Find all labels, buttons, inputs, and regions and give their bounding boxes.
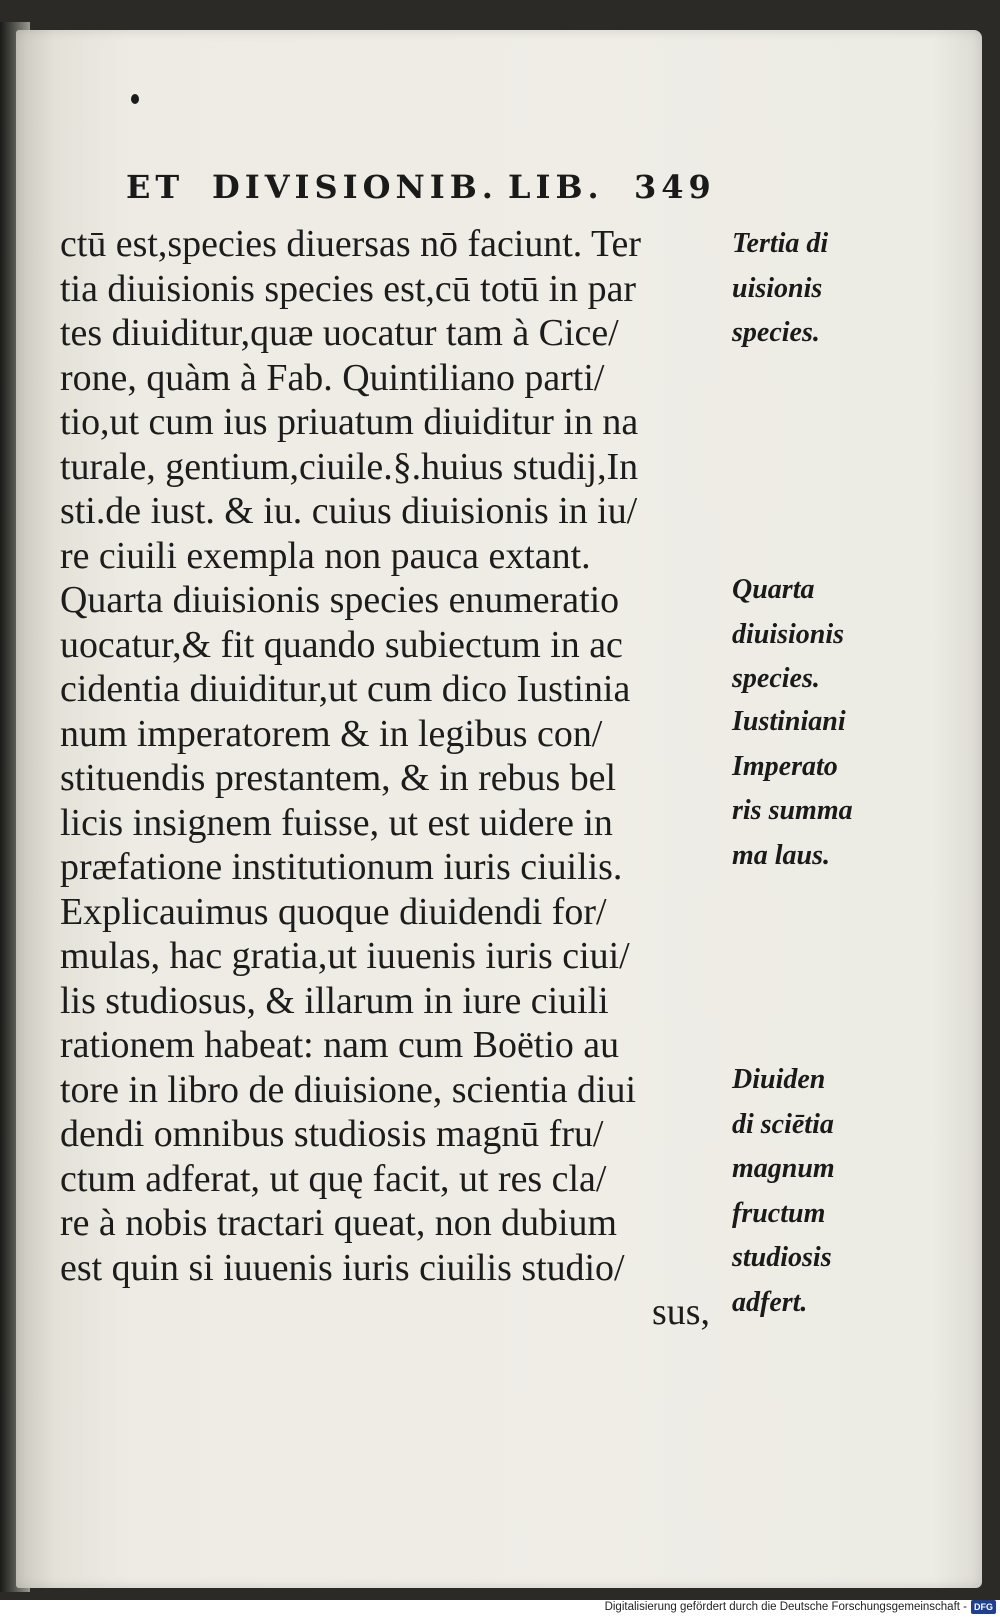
dfg-logo: DFG — [971, 1600, 996, 1614]
marginal-note-line: ris summa — [732, 795, 853, 826]
text-line: tore in libro de diuisione, scientia diui — [60, 1068, 637, 1111]
text-line: uocatur,& fit quando subiectum in ac — [60, 623, 623, 666]
marginal-note-line: diuisionis — [732, 618, 845, 650]
marginal-note-quarta — [732, 568, 872, 702]
marginal-note-line: uisionis — [732, 272, 823, 304]
text-line: rone, quàm à Fab. Quintiliano parti/ — [60, 356, 605, 399]
marginal-note-line: di sciētia — [732, 1108, 834, 1140]
marginal-note-diuidendi — [732, 1058, 872, 1325]
running-title-et: ET — [126, 168, 185, 206]
marginal-note-line: Diuiden — [732, 1064, 826, 1095]
marginal-note-line: fructum — [732, 1197, 826, 1229]
text-line: cidentia diuiditur,ut cum dico Iustinia — [60, 668, 631, 710]
text-line: turale, gentium,ciuile.§.huius studij,In — [60, 445, 639, 488]
marginal-note-line: Quarta — [732, 574, 815, 605]
marginal-note-line: species. — [732, 317, 820, 348]
text-line: tes diuiditur,quæ uocatur tam à Cice/ — [60, 312, 619, 354]
digitization-credit — [605, 1598, 996, 1615]
marginal-note-tertia — [732, 222, 872, 356]
text-line: est quin si iuuenis iuris ciuilis studio/ — [60, 1246, 625, 1289]
text-line: ctum adferat, ut quę facit, ut res cla/ — [60, 1157, 607, 1200]
text-line: dendi omnibus studiosis magnū fru/ — [60, 1113, 604, 1155]
text-line: Explicauimus quoque diuidendi for/ — [60, 890, 607, 933]
marginal-note-line: magnum — [732, 1153, 835, 1184]
running-header — [126, 168, 726, 214]
text-line: stituendis prestantem, & in rebus bel — [60, 757, 617, 799]
marginal-note-iustiniani — [732, 700, 872, 878]
text-line: re à nobis tractari queat, non dubium — [60, 1202, 618, 1244]
text-line: tio,ut cum ius priuatum diuiditur in na — [60, 401, 639, 443]
credit-text: Digitalisierung gefördert durch die Deutsche Forschungsgemeinschaft - — [604, 1600, 967, 1613]
text-line: præfatione institutionum iuris ciuilis. — [60, 846, 623, 888]
text-line: rationem habeat: nam cum Boëtio au — [60, 1024, 620, 1066]
running-title-lib: LIB. — [508, 168, 604, 206]
marginal-note-line: studiosis — [732, 1242, 832, 1273]
running-title-divisionib: DIVISIONIB. — [212, 168, 498, 206]
text-line: mulas, hac gratia,ut iuuenis iuris ciui/ — [60, 935, 630, 977]
text-line: tia diuisionis species est,cū totū in par — [60, 267, 637, 310]
marginal-note-line: Tertia di — [732, 228, 829, 259]
page-number: 349 — [634, 168, 716, 206]
marginal-note-line: ma laus. — [732, 839, 831, 871]
text-line: Quarta diuisionis species enumeratio — [60, 579, 620, 621]
marginal-note-line: Imperato — [732, 750, 838, 782]
text-line: ctū est,species diuersas nō faciunt. Ter — [60, 223, 642, 265]
text-line: sti.de iust. & iu. cuius diuisionis in iu/ — [60, 490, 638, 532]
marginal-note-line: Iustiniani — [732, 706, 846, 737]
catchword: sus, — [652, 1291, 710, 1333]
marginal-note-line: species. — [732, 663, 820, 694]
marginal-note-line: adfert. — [732, 1286, 808, 1318]
ink-dot-mark — [131, 94, 139, 104]
text-line: re ciuili exempla non pauca extant. — [60, 534, 591, 577]
main-text-block — [60, 222, 720, 1335]
text-line: lis studiosus, & illarum in iure ciuili — [60, 979, 609, 1022]
text-line: licis insignem fuisse, ut est uidere in — [60, 801, 613, 844]
text-line: num imperatorem & in legibus con/ — [60, 712, 603, 755]
